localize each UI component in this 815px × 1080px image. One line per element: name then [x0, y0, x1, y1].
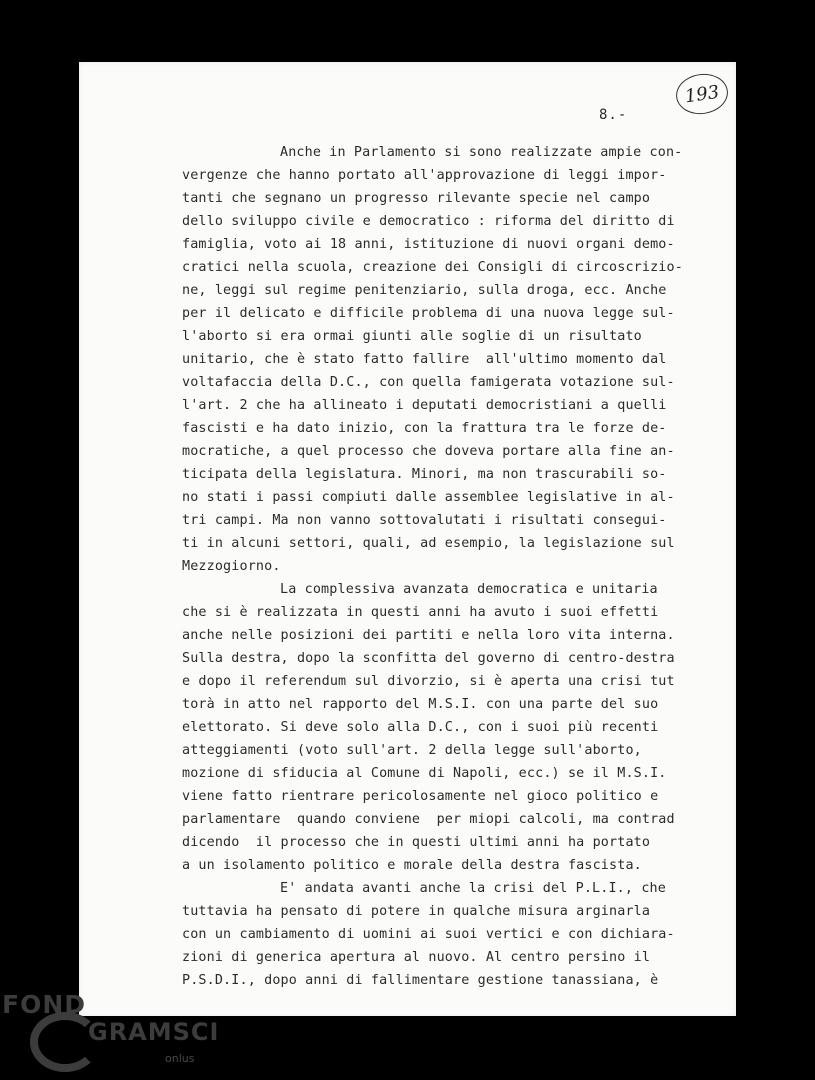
text-line: zioni di generica apertura al nuovo. Al centro persino il [182, 950, 651, 965]
text-line: E' andata avanti anche la crisi del P.L.I., che [280, 881, 666, 896]
text-line: e dopo il referendum sul divorzio, si è aperta una crisi tut [182, 674, 675, 689]
text-line: l'aborto si era ormai giunti alle soglie di un risultato [182, 329, 642, 344]
document-page [79, 62, 736, 1016]
text-line: P.S.D.I., dopo anni di fallimentare gestione tanassiana, è [182, 973, 659, 988]
text-line: mocratiche, a quel processo che doveva portare alla fine an- [182, 444, 675, 459]
page-number: 8.- [599, 107, 628, 123]
text-line: dello sviluppo civile e democratico : riforma del diritto di [182, 214, 675, 229]
text-line: l'art. 2 che ha allineato i deputati democristiani a quelli [182, 398, 667, 413]
watermark-gramsci-text: GRAMSCI [88, 1018, 220, 1046]
text-line: La complessiva avanzata democratica e unitaria [280, 582, 658, 597]
text-line: tri campi. Ma non vanno sottovalutati i risultati consegui- [182, 513, 667, 528]
watermark-fond-text: FOND [2, 990, 87, 1019]
text-line: mozione di sfiducia al Comune di Napoli, ecc.) se il M.S.I. [182, 766, 667, 781]
text-line: parlamentare quando conviene per miopi calcoli, ma contrad [182, 812, 675, 827]
text-line: unitario, che è stato fatto fallire all'ultimo momento dal [182, 352, 667, 367]
text-line: tuttavia ha pensato di potere in qualche misura arginarla [182, 904, 651, 919]
text-line: anche nelle posizioni dei partiti e nella loro vita interna. [182, 628, 675, 643]
text-line: cratici nella scuola, creazione dei Consigli di circoscrizio- [182, 260, 683, 275]
text-line: Mezzogiorno. [182, 559, 281, 574]
text-line: fascisti e ha dato inizio, con la frattura tra le forze de- [182, 421, 667, 436]
text-line: per il delicato e difficile problema di una nuova legge sul- [182, 306, 675, 321]
text-line: Anche in Parlamento si sono realizzate ampie con- [280, 145, 683, 160]
body-text [79, 62, 736, 1016]
text-line: Sulla destra, dopo la sconfitta del governo di centro-destra [182, 651, 675, 666]
fondazione-gramsci-watermark [0, 990, 220, 1080]
watermark-onlus-text: onlus [165, 1052, 195, 1065]
text-line: che si è realizzata in questi anni ha avuto i suoi effetti [182, 605, 659, 620]
text-line: torà in atto nel rapporto del M.S.I. con una parte del suo [182, 697, 659, 712]
text-line: no stati i passi compiuti dalle assemblee legislative in al- [182, 490, 675, 505]
text-line: atteggiamenti (voto sull'art. 2 della legge sull'aborto, [182, 743, 642, 758]
text-line: con un cambiamento di uomini ai suoi vertici e con dichiara- [182, 927, 675, 942]
text-line: dicendo il processo che in questi ultimi anni ha portato [182, 835, 651, 850]
text-line: a un isolamento politico e morale della destra fascista. [182, 858, 642, 873]
text-line: viene fatto rientrare pericolosamente nel gioco politico e [182, 789, 659, 804]
text-line: ticipata della legislatura. Minori, ma non trascurabili so- [182, 467, 667, 482]
archive-stamp: 193 [673, 71, 730, 118]
text-line: voltafaccia della D.C., con quella famigerata votazione sul- [182, 375, 675, 390]
text-line: elettorato. Si deve solo alla D.C., con i suoi più recenti [182, 720, 659, 735]
text-line: famiglia, voto ai 18 anni, istituzione di nuovi organi demo- [182, 237, 675, 252]
text-line: vergenze che hanno portato all'approvazione di leggi impor- [182, 168, 667, 183]
text-line: tanti che segnano un progresso rilevante specie nel campo [182, 191, 651, 206]
text-line: ne, leggi sul regime penitenziario, sulla droga, ecc. Anche [182, 283, 667, 298]
text-line: ti in alcuni settori, quali, ad esempio, la legislazione sul [182, 536, 675, 551]
